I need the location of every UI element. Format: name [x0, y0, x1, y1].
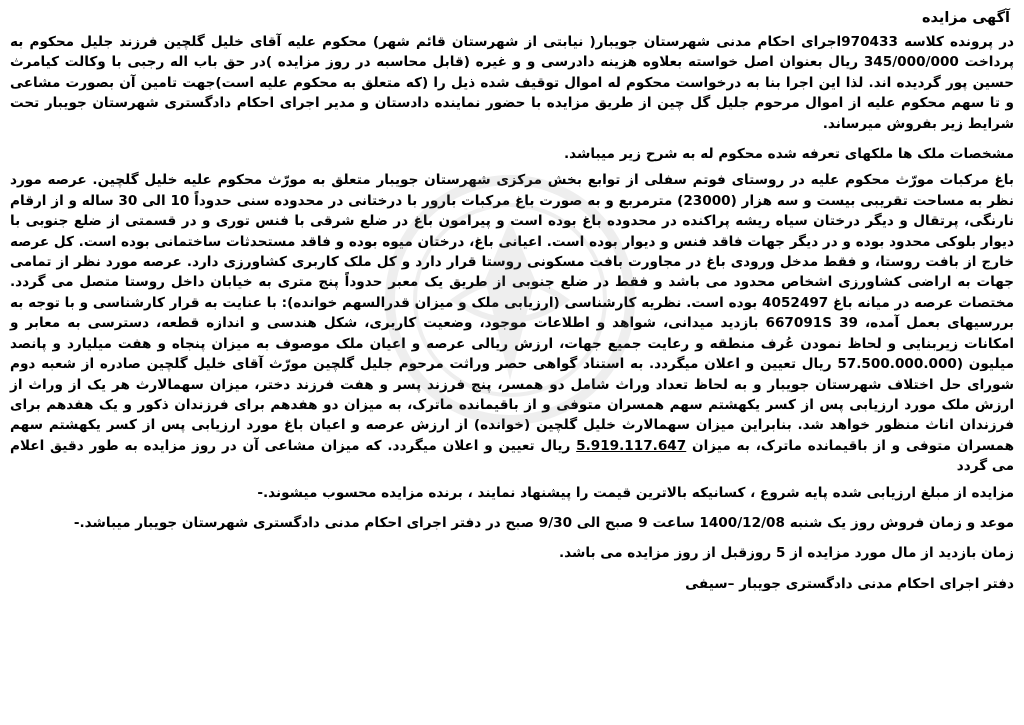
issuer-signature: دفتر اجرای احکام مدنی دادگستری جویبار –سیفی [685, 575, 1014, 592]
visit-time: زمان بازدید از مال مورد مزایده از 5 روزقبل از روز مزایده می باشد. [558, 545, 1014, 562]
specs-heading: مشخصات ملک ها ملکهای تعرفه شده محکوم له به شرح زیر میباشد. [563, 146, 1014, 163]
notice-intro: در پرونده کلاسه 970433اجرای احکام مدنی شهرستان جویبار( نیابتی از شهرستان قائم شهر) محکوم علیه آقای خلیل گلچین فرزند جلیل محکوم به پرداخت 345/000/000 ریال بعنوان اصل خواسته بعلاوه هزینه دادرسی و و غیره (قابل محاسبه در روز مزایده )در حق باب اله رجبی با وکالت کیامرث حسین پور گردیده اند. لذا این اجرا بنا به درخواست محکوم له اموال توقیف شده ذیل را (که متعلق به محکوم علیه است)جهت تامین آن بصورت مشاعی و تا سهم محکوم علیه از اموال مرحوم جلیل گل چین از طریق مزایده با حضور نماینده دادستان و مدیر اجرای احکام دادگستری شهرستان جویبار تحت شرایط زیر بفروش میرساند. [10, 34, 1014, 132]
description-tail: ریال تعیین و اعلان میگردد. که میزان مشاعی آن در روز مزایده به طور دقیق اعلام می گردد [10, 437, 1014, 475]
auction-schedule: موعد و زمان فروش روز یک شنبه 1400/12/08 ساعت 9 صبح الی 9/30 صبح در دفتر اجرای احکام مدنی دادگستری شهرستان جویبار میباشد.- [73, 514, 1014, 531]
auction-condition: مزایده از مبلغ ارزیابی شده پایه شروع ، کسانیکه بالاترین قیمت را پیشنهاد نمایند ، برنده مزایده محسوب میشوند.- [257, 484, 1014, 501]
share-amount: 5.919.117.647 [576, 437, 687, 454]
notice-title: آگهی مزایده [921, 10, 1010, 26]
property-description [10, 170, 1014, 476]
description-text: باغ مرکبات مورّث محکوم علیه در روستای فوتم سفلی از توابع بخش مرکزی شهرستان جویبار متعلق به مورّث محکوم علیه خلیل گلچین. عرصه مورد نظر به مساحت تقریبی بیست و سه هزار (23000) مترمربع و به صورت باغ مرکبات بارور با درختانی در محدوده سنی حدوداً 10 الی 30 ساله و از ارقام نارنگی، پرتقال و دیگر درختان سیاه ریشه پراکنده در محدوده باغ بوده است و پیرامون باغ در ضلع شرقی با فنس توری و در قسمتی از ضلع جنوبی با دیوار بلوکی محدود بوده و در دیگر جهات فاقد فنس و دیوار بوده است. اعیانی باغ، درختان میوه بوده و فاقد مستحدثات ساختمانی بوده است. کل عرصه خارج از بافت روستا، و فقط مدخل ورودی باغ در مجاورت بافت مسکونی روستا قرار دارد و کل ملک کاربری کشاورزی دارد. عرصه مورد نظر از تمامی جهات به اراضی کشاورزی اشخاص محدود می باشد و فقط در ضلع جنوبی از طریق یک معبر حدوداً پنج متری به خیابان داخل روستا متصل می گردد. مختصات عرصه در میانه باغ 4052497 بوده است. نظریه کارشناسی (ارزیابی ملک و میزان قدرالسهم خوانده): با عنایت به قرار کارشناسی و با توجه به بررسیهای بعمل آمده، 39 667091S بازدید میدانی، شواهد و اطلاعات موجود، وضعیت کاربری، شکل هندسی و اندازه قطعه، دسترسی به معابر و امکانات زیربنایی و لحاظ نمودن عُرف منطقه و رعایت جمیع جهات، ارزش ریالی عرصه و اعیان ملک موصوف به میزان پنجاه و هفت میلیارد و پانصد میلیون (57.500.000.000 ریال تعیین و اعلان میگردد. به استناد گواهی حصر وراثت مرحوم جلیل گلچین مورّث آقای خلیل گلچین صادره از شعبه دوم شورای حل اختلاف شهرستان جویبار و به لحاظ تعداد وراث شامل دو همسر، پنج فرزند پسر و هفت فرزند دختر، میزان سهمالارث هر یک از وراث از ارزش ملک مورد ارزیابی پس از کسر یکهشتم سهم همسران متوفی و از باقیمانده ماترک، به میزان دو هفدهم برای فرزندان ذکور و یک هفدهم برای فرزندان اناث منظور خواهد شد. بنابراین میزان سهمالارث خلیل گلچین (خوانده) از ارزش عرصه و اعیان باغ مورد ارزیابی پس از کسر یکهشتم سهم همسران متوفی و از باقیمانده ماترک، به میزان [10, 172, 1015, 454]
